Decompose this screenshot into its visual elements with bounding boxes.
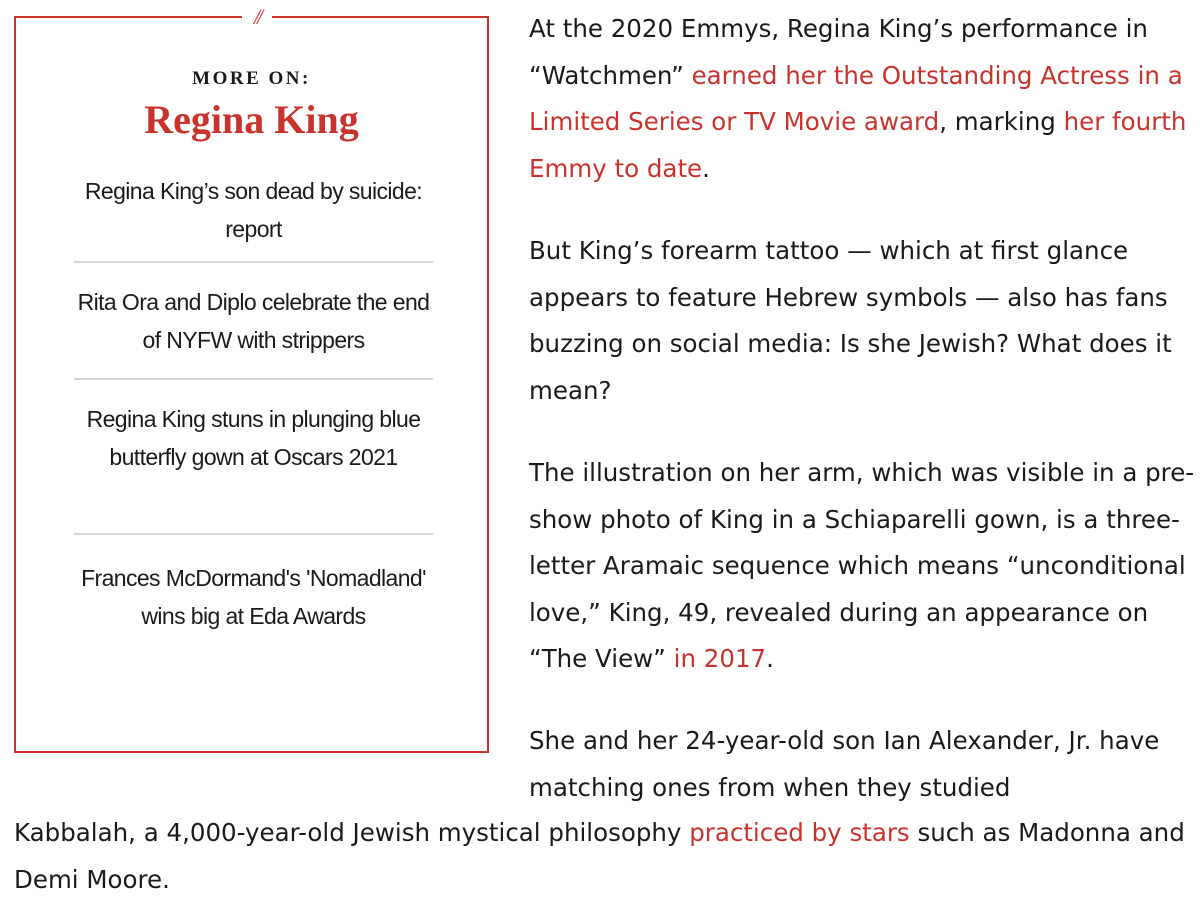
- more-on-sidebar: [14, 4, 489, 753]
- paragraph-text: such as Madonna and Demi Moore.: [14, 818, 1185, 894]
- paragraph-text: , marking: [939, 107, 1064, 136]
- related-article-link[interactable]: Rita Ora and Diplo celebrate the end of NYFW with strippers: [77, 289, 430, 353]
- paragraph-text: The illustration on her arm, which was visible in a pre-show photo of King in a Schiaparelli gown, is a three-letter Aramaic sequence which means “unconditional love,” King, 49, revealed during an appearance on “The View”: [529, 458, 1195, 673]
- paragraph-text: Kabbalah, a 4,000-year-old Jewish mystical philosophy: [14, 818, 690, 847]
- paragraph-text: .: [702, 153, 710, 183]
- paragraph-text: At the 2020 Emmys, Regina King’s performance in “Watchmen”: [529, 14, 1148, 90]
- more-on-label: MORE ON:: [192, 68, 311, 89]
- article-paragraph-4-end: [14, 810, 1194, 903]
- practiced-by-stars-link[interactable]: practiced by stars: [689, 818, 910, 847]
- article-paragraph-1: [529, 6, 1189, 192]
- related-articles-list: [74, 170, 433, 635]
- paragraph-text: She and her 24-year-old son Ian Alexander, Jr. have matching ones from when they studied: [529, 726, 1160, 802]
- more-on-topic-link[interactable]: Regina King: [144, 97, 359, 142]
- double-slash-icon: //: [242, 4, 272, 30]
- related-article-link[interactable]: Regina King stuns in plunging blue butterfly gown at Oscars 2021: [86, 406, 421, 470]
- the-view-2017-link[interactable]: in 2017: [673, 644, 767, 673]
- article-paragraph-3: [529, 450, 1199, 683]
- related-article-link[interactable]: Regina King’s son dead by suicide: report: [84, 178, 423, 242]
- related-article-item: [74, 170, 433, 263]
- related-article-link[interactable]: Frances McDormand's 'Nomadland' wins big at Eda Awards: [81, 565, 426, 629]
- article-paragraph-2: [529, 228, 1189, 414]
- related-article-item: [74, 535, 433, 635]
- related-article-item: [74, 380, 433, 535]
- paragraph-text: .: [766, 644, 774, 673]
- fourth-emmy-link[interactable]: her fourth Emmy to date: [529, 107, 1187, 183]
- related-article-item: [74, 263, 433, 380]
- article-paragraph-4-start: [529, 718, 1189, 811]
- paragraph-text: But King’s forearm tattoo — which at first glance appears to feature Hebrew symbols — also has fans buzzing on social media: Is she Jewish? What does it mean?: [529, 236, 1172, 405]
- emmy-award-link[interactable]: earned her the Outstanding Actress in a Limited Series or TV Movie award: [529, 60, 1183, 136]
